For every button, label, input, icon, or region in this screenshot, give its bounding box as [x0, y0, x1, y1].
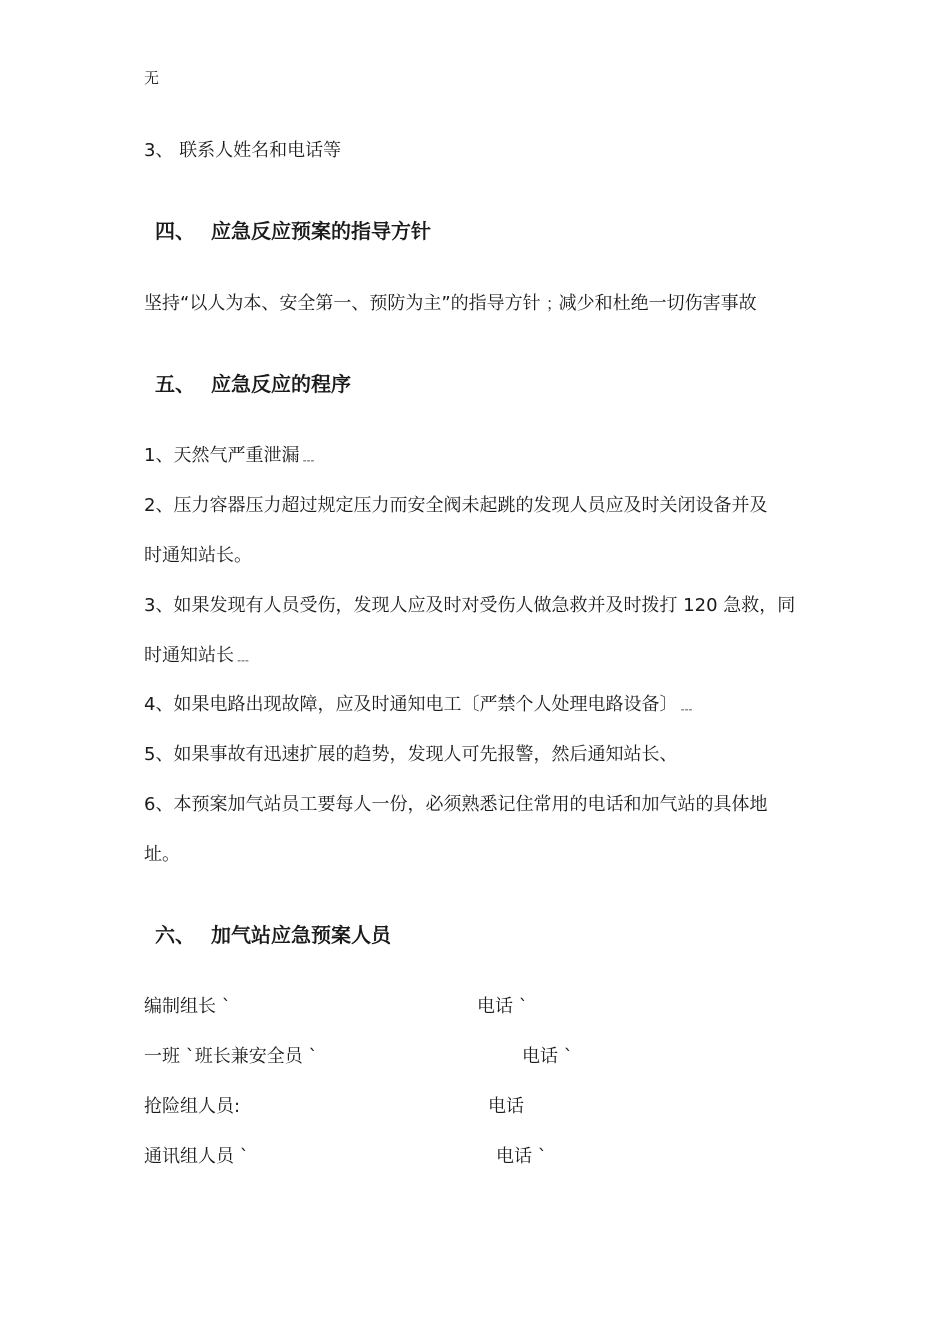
staff-role: 编制组长 ˋ	[144, 996, 231, 1017]
section-number: 六、	[155, 923, 195, 947]
list-item: 3、如果发现有人员受伤，发现人应及时对受伤人做急救并及时拨打 120 急救，同	[144, 595, 796, 616]
section-heading-5	[155, 368, 351, 397]
staff-role: 通讯组人员 ˋ	[144, 1146, 249, 1167]
section-title: 应急反应预案的指导方针	[211, 219, 431, 243]
staff-phone-label: 电话 ˋ	[496, 1146, 547, 1167]
list-item: 5、如果事故有迅速扩展的趋势，发现人可先报警，然后通知站长、	[144, 744, 678, 765]
section-number: 五、	[155, 372, 195, 396]
list-item-continuation: 时通知站长﹍	[144, 645, 252, 666]
list-item: 4、如果电路出现故障，应及时通知电工〔严禁个人处理电路设备〕﹍	[144, 694, 696, 715]
section-title: 应急反应的程序	[211, 372, 351, 396]
list-item: 1、天然气严重泄漏﹍	[144, 445, 318, 466]
staff-phone-label: 电话	[488, 1096, 524, 1117]
section-title: 加气站应急预案人员	[211, 923, 391, 947]
list-item: 3、 联系人姓名和电话等	[144, 140, 342, 161]
paragraph: 坚持“以人为本、安全第一、预防为主”的指导方针﹔减少和杜绝一切伤害事故	[144, 293, 757, 314]
leading-text: 无	[144, 69, 160, 87]
staff-role: 抢险组人员:	[144, 1096, 241, 1117]
list-item-continuation: 址。	[144, 844, 180, 865]
section-heading-6	[155, 919, 391, 948]
list-item: 6、本预案加气站员工要每人一份，必须熟悉记住常用的电话和加气站的具体地	[144, 794, 768, 815]
section-heading-4	[155, 215, 431, 244]
section-number: 四、	[155, 219, 195, 243]
staff-role: 一班 ˋ班长兼安全员 ˋ	[144, 1046, 318, 1067]
staff-phone-label: 电话 ˋ	[477, 996, 528, 1017]
staff-phone-label: 电话 ˋ	[522, 1046, 573, 1067]
list-item-continuation: 时通知站长。	[144, 545, 252, 566]
list-item: 2、压力容器压力超过规定压力而安全阀未起跳的发现人员应及时关闭设备并及	[144, 495, 768, 516]
